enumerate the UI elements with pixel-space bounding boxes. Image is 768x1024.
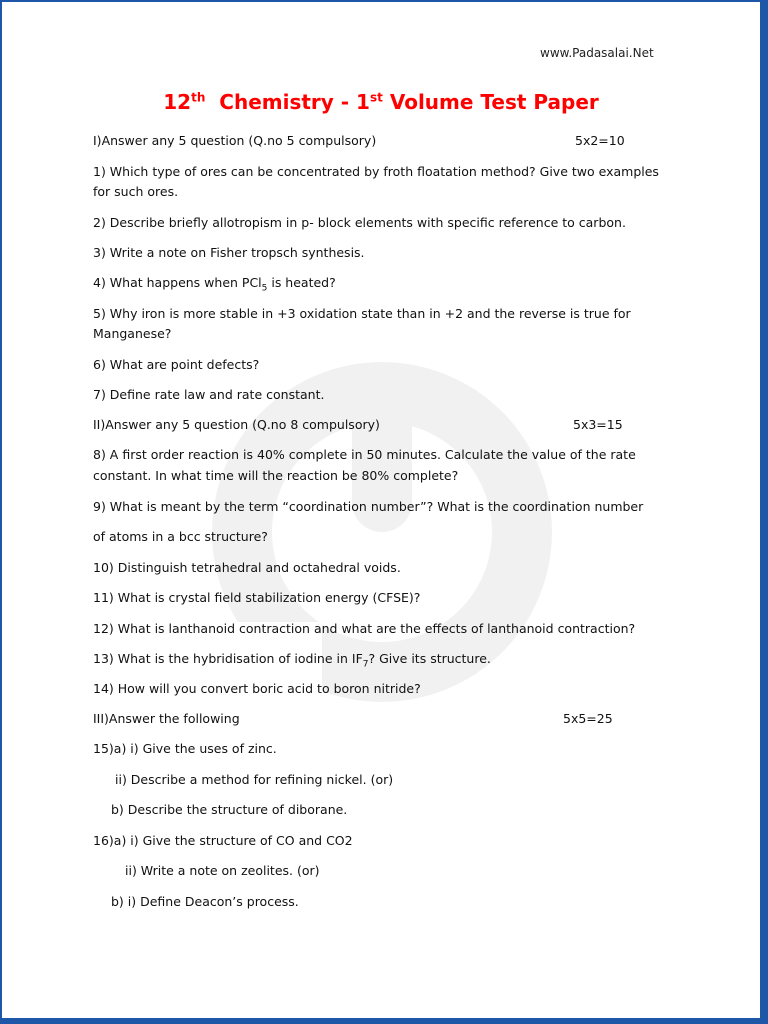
question-15a-ii: ii) Describe a method for refining nickel. (or): [115, 772, 394, 787]
question-7: 7) Define rate law and rate constant.: [93, 387, 325, 402]
question-6: 6) What are point defects?: [93, 357, 260, 372]
page-title: 12th Chemistry - 1st Volume Test Paper: [163, 90, 599, 114]
question-16a-ii: ii) Write a note on zeolites. (or): [125, 863, 320, 878]
section-1-heading: I)Answer any 5 question (Q.no 5 compulsory): [93, 133, 377, 148]
question-13: 13) What is the hybridisation of iodine in $IF_7$? Give its structure.: [93, 651, 491, 670]
document-page: [2, 2, 760, 1018]
question-2: 2) Describe briefly allotropism in p- block elements with specific reference to carbon.: [93, 215, 626, 230]
question-1-cont: for such ores.: [93, 184, 179, 199]
question-5-cont: Manganese?: [93, 326, 172, 341]
site-url: www.Padasalai.Net: [540, 46, 654, 60]
question-8: 8) A first order reaction is 40% complete in 50 minutes. Calculate the value of the rate: [93, 447, 636, 462]
section-2-marks: 5x3=15: [573, 417, 623, 432]
question-9: 9) What is meant by the term “coordination number”? What is the coordination number: [93, 499, 644, 514]
question-15b: b) Describe the structure of diborane.: [111, 802, 348, 817]
section-3-marks: 5x5=25: [563, 711, 613, 726]
question-1: 1) Which type of ores can be concentrated by froth floatation method? Give two examples: [93, 164, 659, 179]
question-16a: 16)a) i) Give the structure of CO and CO2: [93, 833, 353, 848]
section-2-heading: II)Answer any 5 question (Q.no 8 compulsory): [93, 417, 380, 432]
question-8-cont: constant. In what time will the reaction be 80% complete?: [93, 468, 459, 483]
question-4: 4) What happens when PCl$_5$ is heated?: [93, 275, 336, 294]
question-16b: b) i) Define Deacon’s process.: [111, 894, 299, 909]
section-1-marks: 5x2=10: [575, 133, 625, 148]
question-12: 12) What is lanthanoid contraction and what are the effects of lanthanoid contraction?: [93, 621, 636, 636]
question-5: 5) Why iron is more stable in +3 oxidation state than in +2 and the reverse is true for: [93, 306, 631, 321]
question-9-cont: of atoms in a bcc structure?: [93, 529, 268, 544]
section-3-heading: III)Answer the following: [93, 711, 240, 726]
question-3: 3) Write a note on Fisher tropsch synthesis.: [93, 245, 365, 260]
question-15a: 15)a) i) Give the uses of zinc.: [93, 741, 277, 756]
question-14: 14) How will you convert boric acid to boron nitride?: [93, 681, 421, 696]
question-11: 11) What is crystal field stabilization energy (CFSE)?: [93, 590, 421, 605]
question-10: 10) Distinguish tetrahedral and octahedral voids.: [93, 560, 401, 575]
